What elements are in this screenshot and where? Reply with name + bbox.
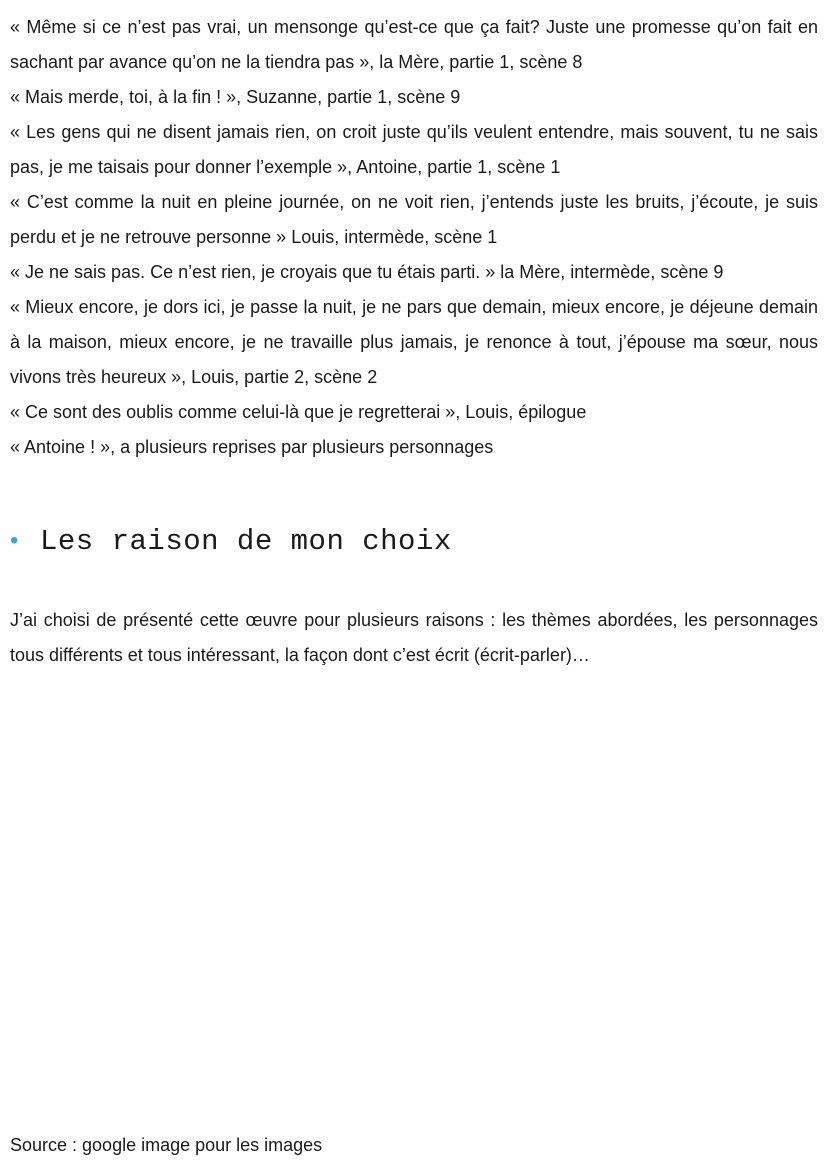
section-title: Les raison de mon choix [40,524,452,558]
bullet-icon: • [10,527,19,554]
quote-item: « Ce sont des oublis comme celui-là que je regretterai », Louis, épilogue [10,402,587,422]
quote-item: « Mieux encore, je dors ici, je passe la nuit, je ne pars que demain, mieux encore, je déjeune demain à la maison, mieux encore, je ne travaille plus jamais, je renonce à tout, j’épouse ma sœur, nous vivons très heureux », Louis, partie 2, scène 2 [10,297,818,387]
quote-item: « Je ne sais pas. Ce n’est rien, je croyais que tu étais parti. » la Mère, intermède, scène 9 [10,262,724,282]
quote-item: « Les gens qui ne disent jamais rien, on croit juste qu’ils veulent entendre, mais souvent, tu ne sais pas, je me taisais pour donner l’exemple », Antoine, partie 1, scène 1 [10,122,818,177]
quote-item: « Même si ce n’est pas vrai, un mensonge qu’est-ce que ça fait? Juste une promesse qu’on fait en sachant par avance qu’on ne la tiendra pas », la Mère, partie 1, scène 8 [10,17,818,72]
source-note: Source : google image pour les images [10,1135,323,1155]
quote-item: « Antoine ! », a plusieurs reprises par plusieurs personnages [10,437,494,457]
quote-item: « C’est comme la nuit en pleine journée, on ne voit rien, j’entends juste les bruits, j’écoute, je suis perdu et je ne retrouve personne » Louis, intermède, scène 1 [10,192,818,247]
quote-item: « Mais merde, toi, à la fin ! », Suzanne, partie 1, scène 9 [10,87,461,107]
section-heading [10,518,818,564]
reasons-paragraph: J’ai choisi de présenté cette œuvre pour plusieurs raisons : les thèmes abordées, les personnages tous différents et tous intéressant, la façon dont c’est écrit (écrit-parler)… [10,610,818,665]
quotes-list [10,10,818,465]
